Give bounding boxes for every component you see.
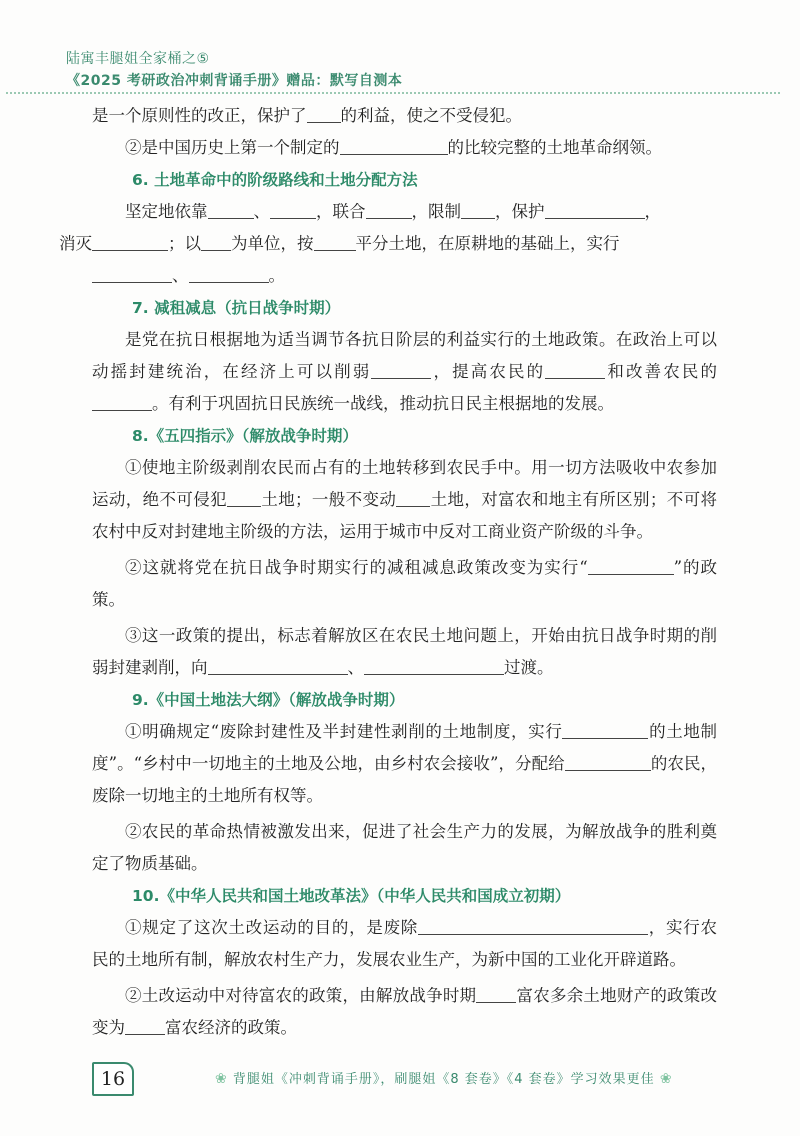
text: 是党在抗日根据地为适当调节各抗日阶层的利益实行的土地政策。在政治上可以动摇封建统治，在经济上可以削弱 [92,330,717,381]
blank[interactable] [208,200,254,219]
header-divider [6,92,780,94]
blank[interactable] [189,264,269,283]
text: 、 [172,266,189,285]
paragraph [92,716,717,812]
text: 平分土地，在原耕地的基础上，实行 [355,234,620,253]
blank[interactable] [270,200,316,219]
text: 富农经济的政策。 [165,1018,297,1037]
footer-text: 背腿姐《冲刺背诵手册》，刷腿姐《8 套卷》《4 套卷》学习效果更佳 [232,1072,655,1087]
blank[interactable] [92,392,152,411]
blank[interactable] [562,720,648,739]
text: 、 [253,202,270,221]
blank[interactable] [476,984,516,1003]
paragraph [92,100,717,132]
blank[interactable] [418,916,648,935]
paragraph [92,324,717,420]
text: ， [644,202,661,221]
blank[interactable] [92,232,168,251]
blank[interactable] [371,360,431,379]
paragraph [92,912,717,976]
blank[interactable] [396,488,430,507]
text: 富农多余土地财产的政策改变为 [92,986,718,1037]
paragraph [92,452,717,548]
section-heading-6: 6. 土地革命中的阶级路线和土地分配方法 [132,171,418,189]
text: 和改善农民的 [605,362,717,381]
text: 。 [268,266,285,285]
page-number: 16 [100,1068,126,1090]
running-header [66,48,402,92]
paragraph [92,980,717,1044]
section-heading-7: 7. 减租减息（抗日战争时期） [132,299,341,317]
text: 为单位，按 [231,234,314,253]
text: ①规定了这次土改运动的目的，是废除 [125,918,419,937]
blank[interactable] [364,656,504,675]
blank[interactable] [461,200,495,219]
text: ”的政策。 [92,558,717,609]
paragraph [92,620,717,684]
text: 。有利于巩固抗日民族统一战线，推动抗日民主根据地的发展。 [152,394,614,413]
text: 坚定地依靠 [125,202,208,221]
text: 土地；一般不变动 [260,490,397,509]
content [59,100,718,1044]
blank[interactable] [366,200,412,219]
footer-note [215,1068,673,1087]
blank[interactable] [208,656,348,675]
text: ，保护 [495,202,545,221]
blank[interactable] [314,232,356,251]
text: ①明确规定“废除封建性及半封建性剥削的土地制度，实行 [125,722,563,741]
section-heading-10: 10.《中华人民共和国土地改革法》（中华人民共和国成立初期） [132,887,571,905]
section-heading-9: 9.《中国土地法大纲》（解放战争时期） [132,691,405,709]
blank[interactable] [545,200,645,219]
blank[interactable] [201,232,231,251]
text: 的利益，使之不受侵犯。 [340,106,522,125]
text: ②土改运动中对待富农的政策，由解放战争时期 [125,986,477,1005]
text: ①使地主阶级剥削农民而占有的土地转移到农民手中。用一切方法吸收中农参加运动，绝不可侵犯 [92,458,717,509]
paragraph [92,552,717,616]
text: ②这就将党在抗日战争时期实行的减租减息政策改变为实行“ [125,558,588,577]
paragraph [59,196,717,292]
header-title: 《2025 考研政治冲刺背诵手册》赠品：默写自测本 [66,73,403,89]
text: ②是中国历史上第一个制定的 [125,138,340,157]
text: ，限制 [411,202,461,221]
header-series: 陆寓丰腿姐全家桶之⑤ [66,51,210,67]
paragraph [92,132,717,164]
blank[interactable] [545,360,605,379]
blank[interactable] [565,752,651,771]
blank[interactable] [340,136,448,155]
text: 的比较完整的土地革命纲领。 [447,138,662,157]
blank[interactable] [588,556,674,575]
section-heading-8: 8.《五四指示》（解放战争时期） [132,427,358,445]
text: ，提高农民的 [431,362,546,381]
flower-icon: ❀ [215,1071,228,1087]
flower-icon: ❀ [659,1071,673,1087]
blank[interactable] [92,264,172,283]
blank[interactable] [227,488,261,507]
text: 过渡。 [504,658,554,677]
text: ，实行农民的土地所有制，解放农村生产力，发展农业生产，为新中国的工业化开辟道路。 [92,918,718,969]
text: ；以 [168,234,201,253]
text: ③这一政策的提出，标志着解放区在农民土地问题上，开始由抗日战争时期的削弱封建剥削，向 [92,626,717,677]
text: 消灭 [59,234,92,253]
blank[interactable] [307,104,341,123]
text: 、 [347,658,364,677]
blank[interactable] [125,1016,165,1035]
paragraph: ②农民的革命热情被激发出来，促进了社会生产力的发展，为解放战争的胜利奠定了物质基础。 [92,822,717,873]
text: ，联合 [316,202,366,221]
text: 是一个原则性的改正，保护了 [92,106,307,125]
text: 土地，对富农和地主有所区别；不可将农村中反对封建地主阶级的方法，运用于城市中反对工商业资产阶级的斗争。 [92,490,718,541]
text: 的土地制度”。“乡村中一切地主的土地及公地，由乡村农会接收”，分配给 [92,722,718,773]
text: 的农民，废除一切地主的土地所有权等。 [92,754,718,805]
